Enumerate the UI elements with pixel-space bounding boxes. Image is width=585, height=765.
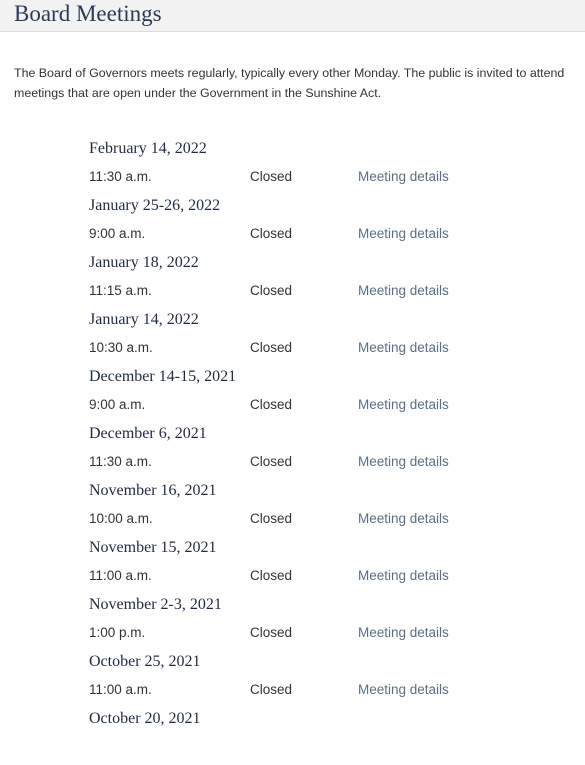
meeting-date: January 14, 2022 bbox=[89, 311, 199, 328]
meeting-time: 9:00 a.m. bbox=[89, 397, 146, 412]
meeting-date: December 6, 2021 bbox=[89, 425, 207, 442]
meeting-status: Closed bbox=[250, 169, 293, 184]
meeting-status: Closed bbox=[250, 397, 293, 412]
meeting-status: Closed bbox=[250, 340, 293, 355]
meeting-status: Closed bbox=[250, 682, 293, 697]
meeting-details-link[interactable]: Meeting details bbox=[358, 682, 449, 697]
meeting-date: January 18, 2022 bbox=[89, 254, 199, 271]
meeting-item bbox=[89, 651, 539, 708]
meeting-status: Closed bbox=[250, 625, 293, 640]
meeting-status: Closed bbox=[250, 454, 293, 469]
meeting-date: October 25, 2021 bbox=[89, 653, 201, 670]
meeting-date: January 25-26, 2022 bbox=[89, 197, 221, 214]
meeting-status: Closed bbox=[250, 283, 293, 298]
meeting-details-link[interactable]: Meeting details bbox=[358, 283, 449, 298]
page-header bbox=[0, 0, 585, 32]
meeting-time: 10:00 a.m. bbox=[89, 511, 153, 526]
meeting-item bbox=[89, 537, 539, 594]
meeting-time: 11:30 a.m. bbox=[89, 454, 152, 469]
meeting-item bbox=[89, 309, 539, 366]
meeting-details-link[interactable]: Meeting details bbox=[358, 454, 449, 469]
meeting-details-link[interactable]: Meeting details bbox=[358, 397, 449, 412]
intro-text: The Board of Governors meets regularly, typically every other Monday. The public is invited to attend meetings that are open under the Government in the Sunshine Act. bbox=[14, 66, 565, 101]
meeting-item bbox=[89, 480, 539, 537]
meeting-details-link[interactable]: Meeting details bbox=[358, 226, 449, 241]
meeting-time: 11:00 a.m. bbox=[89, 682, 152, 697]
meeting-date: December 14-15, 2021 bbox=[89, 368, 237, 385]
meeting-status: Closed bbox=[250, 511, 293, 526]
meeting-date: November 15, 2021 bbox=[89, 539, 217, 556]
meeting-item bbox=[89, 594, 539, 651]
meeting-details-link[interactable]: Meeting details bbox=[358, 568, 449, 583]
meeting-details-link[interactable]: Meeting details bbox=[358, 511, 449, 526]
meeting-date: November 16, 2021 bbox=[89, 482, 217, 499]
meeting-item bbox=[89, 138, 539, 195]
meeting-item bbox=[89, 708, 539, 765]
meeting-item bbox=[89, 366, 539, 423]
meeting-time: 10:30 a.m. bbox=[89, 340, 153, 355]
meeting-details-link[interactable]: Meeting details bbox=[358, 340, 449, 355]
meeting-status: Closed bbox=[250, 568, 293, 583]
meeting-date: November 2-3, 2021 bbox=[89, 596, 222, 613]
meeting-item bbox=[89, 423, 539, 480]
meeting-time: 11:30 a.m. bbox=[89, 169, 152, 184]
meeting-item bbox=[89, 252, 539, 309]
meetings-list bbox=[89, 138, 539, 765]
meeting-status: Closed bbox=[250, 226, 293, 241]
meeting-date: February 14, 2022 bbox=[89, 140, 207, 157]
meeting-details-link[interactable]: Meeting details bbox=[358, 169, 449, 184]
meeting-item bbox=[89, 195, 539, 252]
meeting-details-link[interactable]: Meeting details bbox=[358, 625, 449, 640]
meeting-time: 9:00 a.m. bbox=[89, 226, 146, 241]
meeting-date: October 20, 2021 bbox=[89, 710, 201, 727]
meeting-time: 11:15 a.m. bbox=[89, 283, 152, 298]
page-title: Board Meetings bbox=[14, 1, 162, 26]
meeting-time: 11:00 a.m. bbox=[89, 568, 152, 583]
meeting-time: 1:00 p.m. bbox=[89, 625, 146, 640]
